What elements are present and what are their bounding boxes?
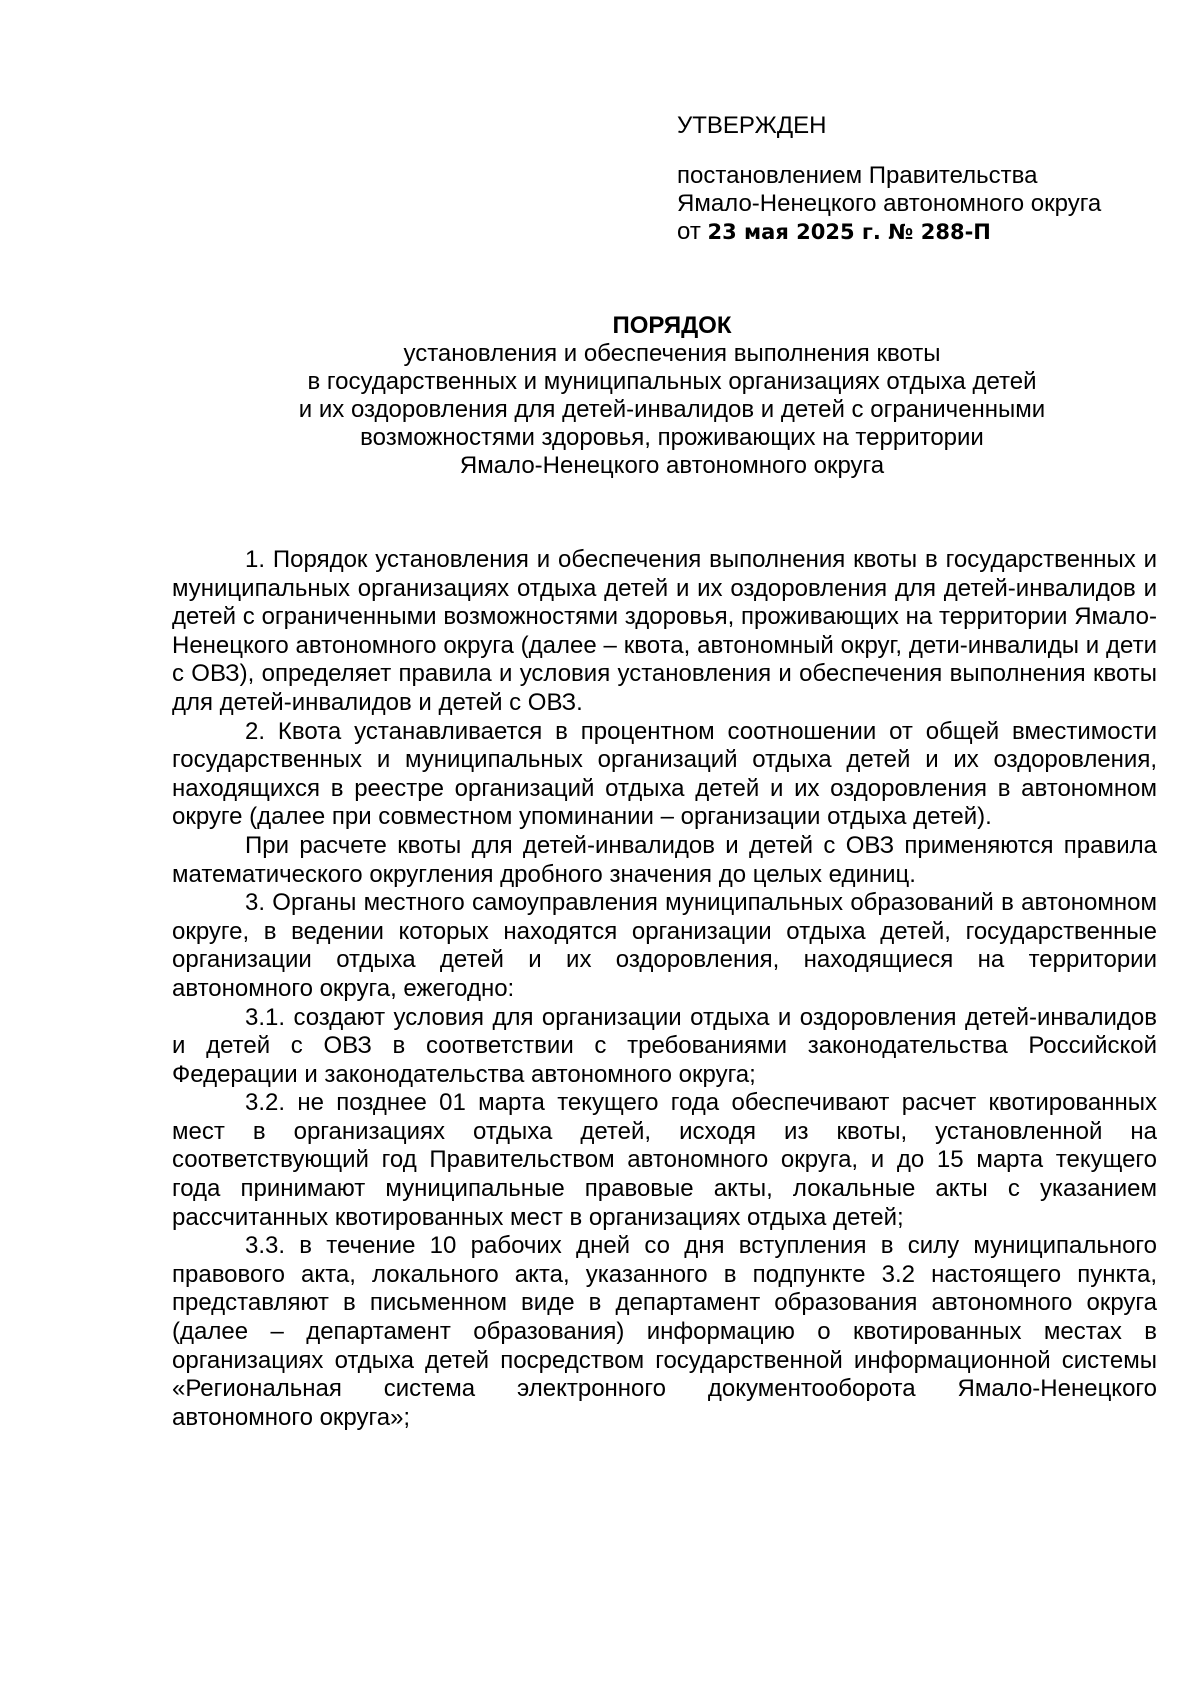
document-title xyxy=(172,312,1172,480)
approval-block xyxy=(677,112,1157,246)
approval-date-line xyxy=(677,218,1157,246)
approval-line-1: постановлением Правительства xyxy=(677,162,1038,189)
approval-number: 23 мая 2025 г. № 288-П xyxy=(707,220,991,244)
paragraph-3-2: 3.2. не позднее 01 марта текущего года обеспечивают расчет квотированных мест в организациях отдыха детей, исходя из квоты, установленной на соответствующий год Правительством автономного округа, и до 15 марта текущего года принимают муниципальные правовые акты, локальные акты с указанием рассчитанных квотированных мест в организациях отдыха детей; xyxy=(172,1089,1157,1231)
approval-from: от xyxy=(677,218,701,245)
title-line-3: и их оздоровления для детей-инвалидов и детей с ограниченными xyxy=(298,396,1046,423)
paragraph-3-1: 3.1. создают условия для организации отдыха и оздоровления детей-инвалидов и детей с ОВЗ в соответствии с требованиями законодательства Российской Федерации и законодательства автономного округа; xyxy=(172,1003,1157,1088)
paragraph-3: 3. Органы местного самоуправления муниципальных образований в автономном округе, в ведении которых находятся организации отдыха детей, государственные организации отдыха детей и их оздоровления, находящиеся на территории автономного округа, ежегодно: xyxy=(172,889,1157,1002)
approval-stamp: УТВЕРЖДЕН xyxy=(677,112,827,139)
title-line-2: в государственных и муниципальных организациях отдыха детей xyxy=(307,368,1037,395)
title-line-1: установления и обеспечения выполнения квоты xyxy=(403,340,941,367)
title-line-5: Ямало-Ненецкого автономного округа xyxy=(459,452,885,479)
paragraph-3-3: 3.3. в течение 10 рабочих дней со дня вступления в силу муниципального правового акта, локального акта, указанного в подпункте 3.2 настоящего пункта, представляют в письменном виде в департамент образования автономного округа (далее – департамент образования) информацию о квотированных местах в организациях отдыха детей посредством государственной информационной системы «Региональная система электронного документооборота Ямало-Ненецкого автономного округа»; xyxy=(172,1232,1157,1431)
title-line-4: возможностями здоровья, проживающих на территории xyxy=(360,424,984,451)
paragraph-1: 1. Порядок установления и обеспечения выполнения квоты в государственных и муниципальных организациях отдыха детей и их оздоровления для детей-инвалидов и детей с ограниченными возможностями здоровья, проживающих на территории Ямало-Ненецкого автономного округа (далее – квота, автономный округ, дети-инвалиды и дети с ОВЗ), определяет правила и условия установления и обеспечения выполнения квоты для детей-инвалидов и детей с ОВЗ. xyxy=(172,546,1157,716)
paragraph-2: 2. Квота устанавливается в процентном соотношении от общей вместимости государственных и муниципальных организаций отдыха детей и их оздоровления, находящихся в реестре организаций отдыха детей и их оздоровления в автономном округе (далее при совместном упоминании – организации отдыха детей). xyxy=(172,717,1157,831)
document-body xyxy=(172,546,1157,1432)
paragraph-2-note: При расчете квоты для детей-инвалидов и детей с ОВЗ применяются правила математического округления дробного значения до целых единиц. xyxy=(172,831,1157,888)
title-main: ПОРЯДОК xyxy=(612,312,732,339)
approval-line-2: Ямало-Ненецкого автономного округа xyxy=(677,190,1102,217)
